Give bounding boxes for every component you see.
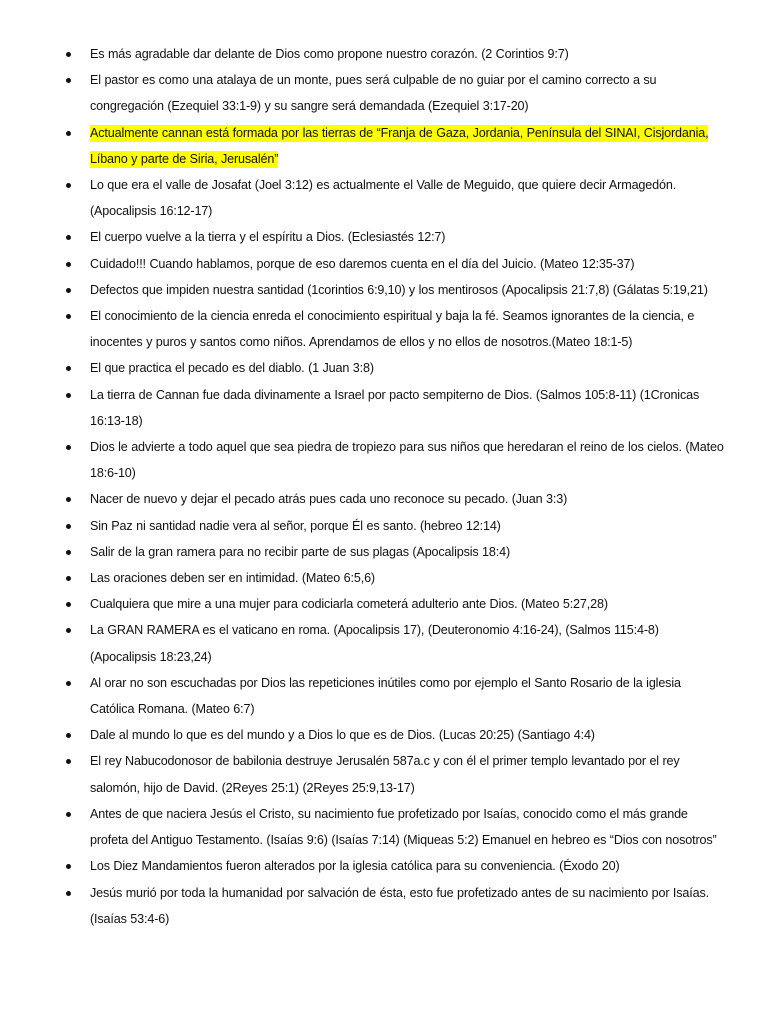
list-item bbox=[66, 382, 726, 434]
list-item bbox=[66, 880, 726, 932]
list-item bbox=[66, 513, 726, 539]
list-item-text: Al orar no son escuchadas por Dios las repeticiones inútiles como por ejemplo el Santo Rosario de la iglesia Católica Romana. (Mateo 6:7) bbox=[90, 675, 681, 717]
bullet-dot-icon bbox=[66, 891, 71, 896]
list-item bbox=[66, 355, 726, 381]
bullet-dot-icon bbox=[66, 864, 71, 869]
list-item bbox=[66, 539, 726, 565]
bullet-dot-icon bbox=[66, 628, 71, 633]
list-item-text-wrapper bbox=[90, 434, 726, 486]
bullet-dot-icon bbox=[66, 314, 71, 319]
list-item-text: Antes de que naciera Jesús el Cristo, su nacimiento fue profetizado por Isaías, conocido como el más grande profeta del Antiguo Testamento. (Isaías 9:6) (Isaías 7:14) (Miqueas 5:2) Emanuel en hebreo es “Dios con nosotros” bbox=[90, 806, 717, 848]
list-item bbox=[66, 303, 726, 355]
bullet-dot-icon bbox=[66, 288, 71, 293]
list-item bbox=[66, 853, 726, 879]
list-item-text-wrapper bbox=[90, 382, 726, 434]
bullet-dot-icon bbox=[66, 602, 71, 607]
bullet-dot-icon bbox=[66, 131, 71, 136]
list-item bbox=[66, 251, 726, 277]
list-item-text-wrapper bbox=[90, 722, 726, 748]
list-item-text-wrapper bbox=[90, 748, 726, 800]
list-item-text: Dios le advierte a todo aquel que sea piedra de tropiezo para sus niños que heredaran el reino de los cielos. (Mateo 18:6-10) bbox=[90, 440, 724, 481]
bullet-dot-icon bbox=[66, 812, 71, 817]
list-item-text: Lo que era el valle de Josafat (Joel 3:12) es actualmente el Valle de Meguido, que quiere decir Armagedón. (Apocalipsis 16:12-17) bbox=[90, 178, 677, 219]
list-item-text: El cuerpo vuelve a la tierra y el espíritu a Dios. (Eclesiastés 12:7) bbox=[90, 230, 446, 245]
list-item-text-wrapper bbox=[90, 591, 726, 617]
list-item-text: Dale al mundo lo que es del mundo y a Dios lo que es de Dios. (Lucas 20:25) (Santiago 4:4) bbox=[90, 728, 595, 743]
list-item-text-wrapper bbox=[90, 251, 726, 277]
bullet-dot-icon bbox=[66, 78, 71, 83]
list-item-text-wrapper bbox=[90, 303, 726, 355]
list-item-text: El rey Nabucodonosor de babilonia destruye Jerusalén 587a.c y con él el primer templo levantado por el rey salomón, hijo de David. (2Reyes 25:1) (2Reyes 25:9,13-17) bbox=[90, 754, 680, 795]
list-item-text-wrapper bbox=[90, 801, 726, 853]
list-item bbox=[66, 224, 726, 250]
list-item-text-wrapper bbox=[90, 355, 726, 381]
list-item-text: La tierra de Cannan fue dada divinamente a Israel por pacto sempiterno de Dios. (Salmos 105:8-11) (1Cronicas 16:13-18) bbox=[90, 387, 700, 428]
list-item-text-wrapper bbox=[90, 120, 726, 172]
bullet-dot-icon bbox=[66, 550, 71, 555]
list-item-text: Actualmente cannan está formada por las tierras de “Franja de Gaza, Jordania, Península del SINAI, Cisjordania, Líbano y parte de Siria, Jerusalén” bbox=[90, 125, 709, 166]
list-item bbox=[66, 486, 726, 512]
bullet-dot-icon bbox=[66, 183, 71, 188]
bullet-dot-icon bbox=[66, 681, 71, 686]
list-item-text: Salir de la gran ramera para no recibir parte de sus plagas (Apocalipsis 18:4) bbox=[90, 544, 511, 559]
list-item-text: Los Diez Mandamientos fueron alterados por la iglesia católica para su conveniencia. (Éxodo 20) bbox=[90, 859, 620, 874]
bullet-dot-icon bbox=[66, 445, 71, 450]
list-item-text: El que practica el pecado es del diablo. (1 Juan 3:8) bbox=[90, 361, 374, 376]
list-item bbox=[66, 277, 726, 303]
list-item bbox=[66, 670, 726, 722]
list-item-text-wrapper bbox=[90, 41, 726, 67]
list-item-text-wrapper bbox=[90, 486, 726, 512]
bullet-dot-icon bbox=[66, 262, 71, 267]
list-item-text: Defectos que impiden nuestra santidad (1corintios 6:9,10) y los mentirosos (Apocalipsis 21:7,8) (Gálatas 5:19,21) bbox=[90, 282, 708, 297]
list-item-text: Cualquiera que mire a una mujer para codiciarla cometerá adulterio ante Dios. (Mateo 5:27,28) bbox=[90, 597, 608, 612]
list-item-text-wrapper bbox=[90, 172, 726, 224]
list-item bbox=[66, 41, 726, 67]
list-item-text-wrapper bbox=[90, 67, 726, 119]
list-item-text-wrapper bbox=[90, 880, 726, 932]
list-item bbox=[66, 591, 726, 617]
list-item-text-wrapper bbox=[90, 853, 726, 879]
list-item-text-wrapper bbox=[90, 277, 726, 303]
list-item bbox=[66, 748, 726, 800]
list-item-text-wrapper bbox=[90, 539, 726, 565]
list-item-text: El pastor es como una atalaya de un monte, pues será culpable de no guiar por el camino correcto a su congregación (Ezequiel 33:1-9) y su sangre será demandada (Ezequiel 3:17-20) bbox=[90, 73, 657, 114]
list-item-text-wrapper bbox=[90, 617, 726, 669]
list-item-text: El conocimiento de la ciencia enreda el conocimiento espiritual y baja la fé. Seamos ignorantes de la ciencia, e inocentes y puros y santos como niños. Aprendamos de ellos y no ellos de nosotros.(Mateo 18:1-5) bbox=[90, 309, 695, 350]
bullet-dot-icon bbox=[66, 576, 71, 581]
bullet-dot-icon bbox=[66, 52, 71, 57]
list-item-text-wrapper bbox=[90, 670, 726, 722]
list-item-text-wrapper bbox=[90, 565, 726, 591]
list-item bbox=[66, 801, 726, 853]
bullet-dot-icon bbox=[66, 235, 71, 240]
list-item bbox=[66, 67, 726, 119]
list-item bbox=[66, 722, 726, 748]
list-item-text: Es más agradable dar delante de Dios como propone nuestro corazón. (2 Corintios 9:7) bbox=[90, 47, 569, 61]
list-item-text: Cuidado!!! Cuando hablamos, porque de eso daremos cuenta en el día del Juicio. (Mateo 12:35-37) bbox=[90, 256, 635, 271]
bullet-dot-icon bbox=[66, 733, 71, 738]
bullet-dot-icon bbox=[66, 366, 71, 371]
list-item bbox=[66, 617, 726, 669]
list-item-text: Nacer de nuevo y dejar el pecado atrás pues cada uno reconoce su pecado. (Juan 3:3) bbox=[90, 492, 568, 507]
list-item bbox=[66, 172, 726, 224]
list-item-text: Jesús murió por toda la humanidad por salvación de ésta, esto fue profetizado antes de su nacimiento por Isaías. (Isaías 53:4-6) bbox=[90, 885, 709, 926]
highlighted-list-item bbox=[66, 120, 726, 172]
list-item-text-wrapper bbox=[90, 224, 726, 250]
bullet-dot-icon bbox=[66, 393, 71, 398]
list-item-text-wrapper bbox=[90, 513, 726, 539]
bullet-dot-icon bbox=[66, 497, 71, 502]
bullet-list bbox=[66, 41, 726, 932]
bullet-dot-icon bbox=[66, 524, 71, 529]
list-item-text: La GRAN RAMERA es el vaticano en roma. (Apocalipsis 17), (Deuteronomio 4:16-24), (Salmos 115:4-8) (Apocalipsis 18:23,24) bbox=[90, 623, 659, 664]
list-item bbox=[66, 565, 726, 591]
bullet-dot-icon bbox=[66, 759, 71, 764]
list-item-text: Sin Paz ni santidad nadie vera al señor, porque Él es santo. (hebreo 12:14) bbox=[90, 518, 501, 533]
list-item-text: Las oraciones deben ser en intimidad. (Mateo 6:5,6) bbox=[90, 571, 375, 586]
list-item bbox=[66, 434, 726, 486]
